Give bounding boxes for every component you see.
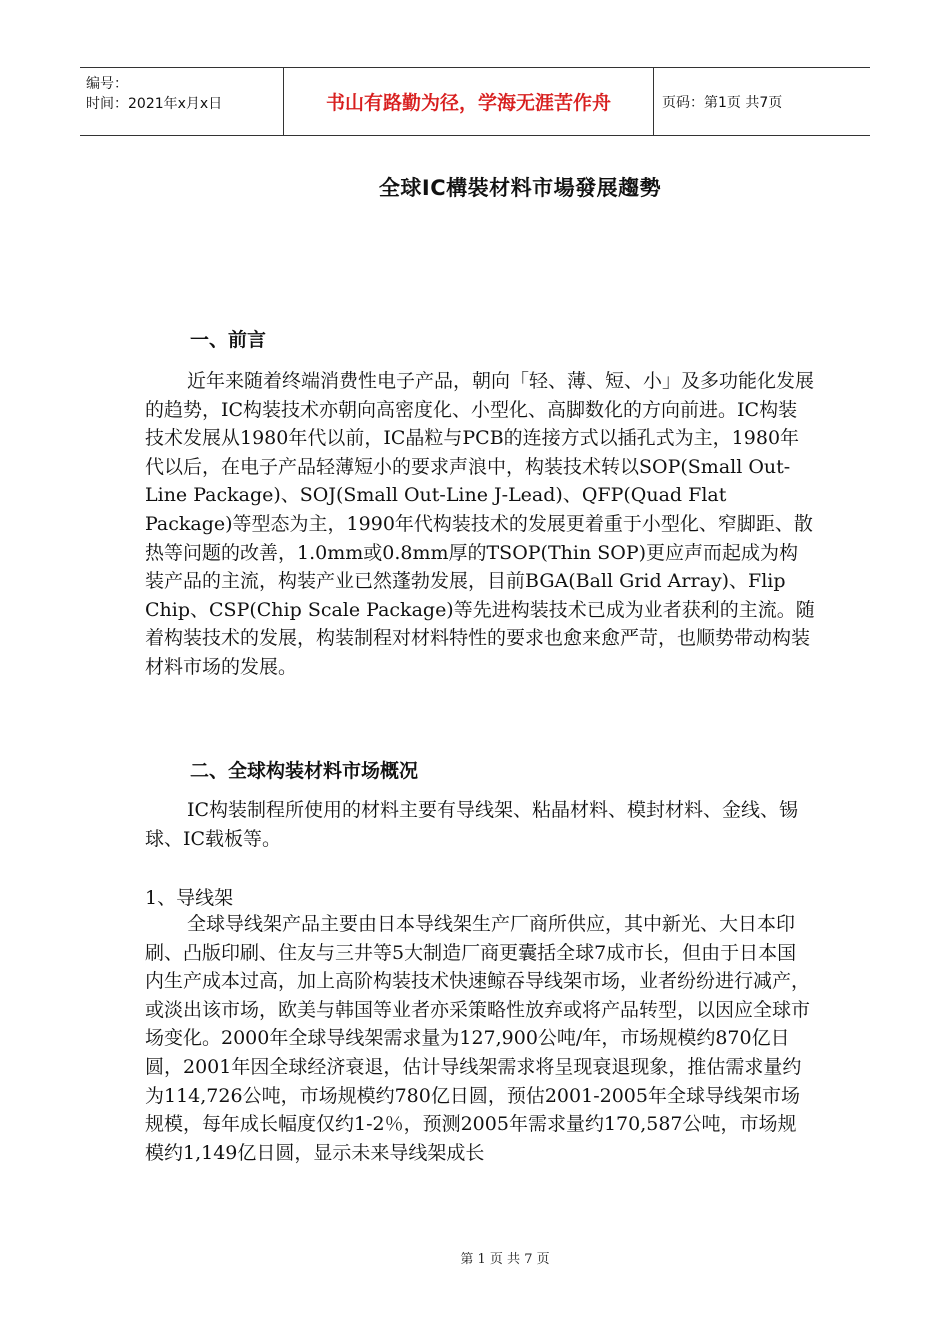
- header-table: [80, 67, 870, 136]
- subsection-heading-leadframe: 1、导线架: [145, 887, 234, 909]
- intro-paragraph: 近年来随着终端消费性电子产品，朝向「轻、薄、短、小」及多功能化发展的趋势，IC构装技术亦朝向高密度化、小型化、高脚数化的方向前进。IC构装技术发展从1980年代以前，IC晶粒与PCB的连接方式以插孔式为主，1980年代以后，在电子产品轻薄短小的要求声浪中，构装技术转以SOP(Small Out-Line Package)、SOJ(Small Out-Line J-Lead)、QFP(Quad Flat Package)等型态为主，1990年代构装技术的发展更着重于小型化、窄脚距、散热等问题的改善，1.0mm或0.8mm厚的TSOP(Thin SOP)更应声而起成为构装产品的主流，构装产业已然蓬勃发展，目前BGA(Ball Grid Array)、Flip Chip、CSP(Chip Scale Package)等先进构装技术已成为业者获利的主流。随着构装技术的发展，构装制程对材料特性的要求也愈来愈严苛，也顺势带动构装材料市场的发展。: [145, 370, 815, 678]
- overview-section: [145, 796, 815, 853]
- section-heading-intro: 一、前言: [190, 329, 267, 351]
- leadframe-paragraph: 全球导线架产品主要由日本导线架生产厂商所供应，其中新光、大日本印刷、凸版印刷、住友与三井等5大制造厂商更囊括全球7成市长，但由于日本国内生产成本过高，加上高阶构装技术快速鲸吞导线架市场，业者纷纷进行减产，或淡出该市场，欧美与韩国等业者亦采策略性放弃或将产品转型，以因应全球市场变化。2000年全球导线架需求量为127,900公吨/年，市场规模约870亿日圆，2001年因全球经济衰退，估计导线架需求将呈现衰退现象，推估需求量约为114,726公吨，市场规模约780亿日圆，预估2001-2005年全球导线架市场规模，每年成长幅度仅约1-2％，预测2005年需求量约170,587公吨，市场规模约1,149亿日圆，显示未来导线架成长: [145, 913, 811, 1164]
- code-label: 编号：: [86, 76, 128, 92]
- header-page-info: 页码：第1页 共7页: [662, 94, 783, 111]
- time-label: 时间：2021年x月x日: [86, 96, 223, 112]
- leadframe-section: [145, 910, 815, 1167]
- document-title: 全球IC構裝材料市場發展趨勢: [378, 176, 662, 200]
- section-heading-overview: 二、全球构装材料市场概况: [190, 760, 419, 782]
- overview-paragraph: IC构装制程所使用的材料主要有导线架、粘晶材料、模封材料、金线、锡球、IC载板等。: [145, 799, 799, 850]
- header-meta: [80, 68, 283, 135]
- intro-section: [145, 367, 815, 682]
- page-footer: 第 1 页 共 7 页: [460, 1252, 550, 1267]
- header-motto: 书山有路勤为径，学海无涯苦作舟: [283, 68, 654, 135]
